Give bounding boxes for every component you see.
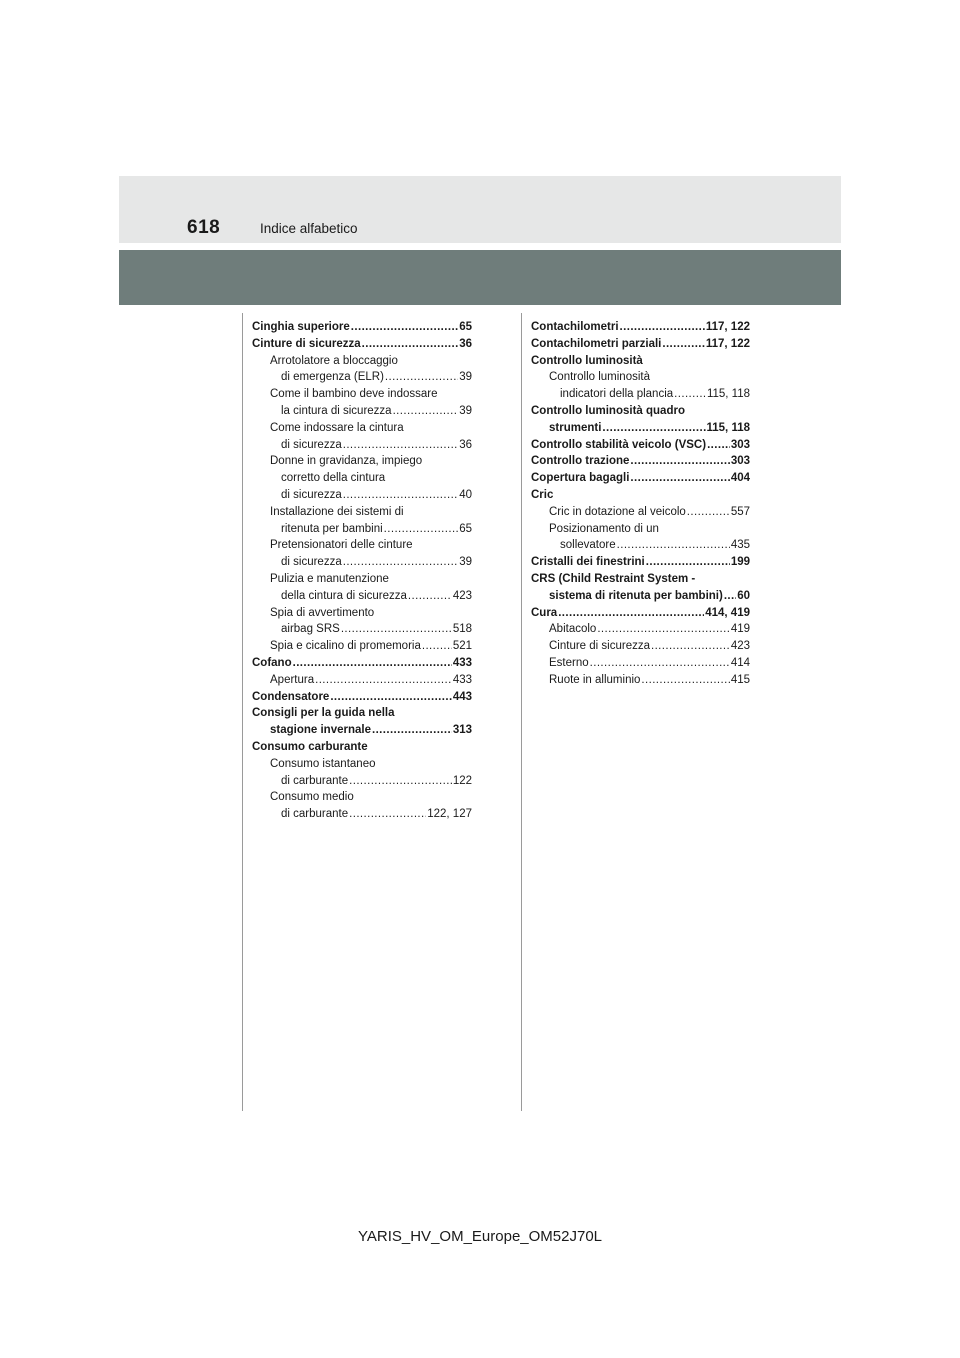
index-entry bbox=[252, 605, 472, 622]
index-entry-page: 117, 122 bbox=[705, 337, 750, 350]
index-entry-page: 115, 118 bbox=[706, 421, 750, 434]
index-entry bbox=[252, 773, 472, 790]
index-entry-term: corretto della cintura bbox=[281, 472, 386, 485]
index-entry bbox=[531, 537, 750, 554]
index-entry-term: strumenti bbox=[549, 421, 602, 434]
index-entry-page: 435 bbox=[730, 539, 750, 552]
index-entry-page: 65 bbox=[459, 321, 472, 333]
dot-leader bbox=[641, 672, 729, 689]
dot-leader bbox=[662, 336, 705, 353]
index-entry bbox=[252, 369, 472, 386]
index-entry bbox=[531, 571, 750, 588]
index-entry bbox=[252, 336, 472, 353]
dot-leader bbox=[341, 621, 452, 638]
index-entry-term: Ruote in alluminio bbox=[549, 673, 641, 686]
index-entry-page: 303 bbox=[730, 455, 750, 468]
index-entry-term: Consigli per la guida nella bbox=[252, 707, 395, 720]
index-entry-term: Cofano bbox=[252, 656, 292, 669]
index-entry-term: la cintura di sicurezza bbox=[281, 404, 392, 417]
index-entry-term: sollevatore bbox=[560, 539, 616, 552]
index-column-left bbox=[252, 319, 472, 823]
dot-leader bbox=[362, 336, 459, 353]
index-entry bbox=[531, 336, 750, 353]
dot-leader bbox=[343, 437, 458, 454]
index-entry-page: 60 bbox=[737, 589, 750, 602]
index-entry-page: 40 bbox=[459, 488, 472, 501]
dot-leader bbox=[349, 773, 452, 790]
index-entry bbox=[531, 453, 750, 470]
index-entry-term: Come indossare la cintura bbox=[270, 421, 404, 434]
index-entry-page: 557 bbox=[730, 505, 750, 518]
index-entry-term: Pulizia e manutenzione bbox=[270, 572, 389, 585]
column-rule-middle bbox=[521, 313, 522, 1111]
index-entry-page: 443 bbox=[452, 690, 472, 703]
index-entry-page: 199 bbox=[730, 556, 750, 569]
index-entry bbox=[252, 353, 472, 370]
index-entry-page: 433 bbox=[452, 673, 472, 686]
index-entry bbox=[252, 638, 472, 655]
dot-leader bbox=[315, 672, 452, 689]
dot-leader bbox=[646, 554, 730, 571]
index-entry bbox=[252, 789, 472, 806]
index-entry-page: 122 bbox=[452, 774, 472, 787]
index-entry-page: 122, 127 bbox=[427, 808, 472, 821]
index-entry-term: Abitacolo bbox=[549, 623, 597, 636]
index-entry-term: Arrotolatore a bloccaggio bbox=[270, 354, 398, 367]
index-entry-page: 419 bbox=[730, 623, 750, 636]
index-entry-term: di carburante bbox=[281, 808, 349, 821]
index-entry bbox=[252, 537, 472, 554]
index-entry bbox=[252, 487, 472, 504]
index-entry-term: Controllo stabilità veicolo (VSC) bbox=[531, 438, 707, 451]
dot-leader bbox=[707, 437, 730, 454]
dot-leader bbox=[422, 638, 452, 655]
index-entry-page: 404 bbox=[730, 472, 750, 485]
index-entry bbox=[531, 369, 750, 386]
index-entry bbox=[531, 470, 750, 487]
dot-leader bbox=[617, 537, 730, 554]
dot-leader bbox=[351, 319, 458, 336]
dot-leader bbox=[630, 453, 729, 470]
dot-leader bbox=[293, 655, 452, 672]
header-band bbox=[119, 176, 841, 243]
index-entry-page: 36 bbox=[459, 438, 472, 451]
index-entry-term: indicatori della plancia bbox=[560, 388, 674, 401]
dot-leader bbox=[674, 386, 706, 403]
index-entry-term: Cric in dotazione al veicolo bbox=[549, 505, 686, 518]
index-entry bbox=[531, 621, 750, 638]
dot-leader bbox=[393, 403, 459, 420]
index-entry bbox=[531, 437, 750, 454]
index-entry bbox=[252, 756, 472, 773]
index-entry bbox=[252, 588, 472, 605]
index-entry bbox=[252, 420, 472, 437]
dot-leader bbox=[558, 605, 704, 622]
index-entry-term: Cric bbox=[531, 488, 554, 501]
index-entry bbox=[252, 453, 472, 470]
index-entry-page: 39 bbox=[459, 556, 472, 569]
index-entry bbox=[252, 403, 472, 420]
index-entry-term: Controllo luminosità bbox=[549, 371, 650, 384]
index-entry-term: Contachilometri parziali bbox=[531, 337, 662, 350]
index-entry-term: Cristalli dei finestrini bbox=[531, 556, 645, 569]
index-entry bbox=[252, 806, 472, 823]
index-entry-term: stagione invernale bbox=[270, 724, 371, 737]
index-entry bbox=[531, 420, 750, 437]
index-entry-page: 423 bbox=[452, 589, 472, 602]
index-entry-page: 414, 419 bbox=[705, 606, 750, 619]
index-entry bbox=[252, 672, 472, 689]
dot-leader bbox=[384, 521, 459, 538]
dot-leader bbox=[343, 554, 458, 571]
index-entry-term: Controllo luminosità quadro bbox=[531, 404, 685, 417]
index-entry-term: Consumo istantaneo bbox=[270, 757, 376, 770]
index-entry bbox=[252, 386, 472, 403]
index-entry bbox=[252, 521, 472, 538]
index-entry-page: 423 bbox=[730, 640, 750, 653]
index-entry-term: sistema di ritenuta per bambini) bbox=[549, 589, 723, 602]
index-entry-page: 36 bbox=[459, 337, 472, 350]
index-entry-page: 415 bbox=[730, 673, 750, 686]
index-entry-term: Spia di avvertimento bbox=[270, 606, 375, 619]
index-entry-page: 39 bbox=[459, 404, 472, 417]
index-entry-term: Esterno bbox=[549, 656, 589, 669]
index-entry-term: Cinture di sicurezza bbox=[549, 640, 650, 653]
index-entry-term: Copertura bagagli bbox=[531, 472, 630, 485]
index-entry-term: Installazione dei sistemi di bbox=[270, 505, 404, 518]
index-entry bbox=[252, 437, 472, 454]
index-entry bbox=[252, 739, 472, 756]
dot-leader bbox=[602, 420, 705, 437]
index-entry-term: Condensatore bbox=[252, 690, 330, 703]
index-entry-term: Posizionamento di un bbox=[549, 522, 659, 535]
dot-leader bbox=[408, 588, 452, 605]
index-entry bbox=[531, 319, 750, 336]
index-entry-page: 433 bbox=[452, 656, 472, 669]
index-entry bbox=[531, 655, 750, 672]
dot-leader bbox=[349, 806, 426, 823]
index-entry-term: ritenuta per bambini bbox=[281, 522, 383, 535]
index-entry-term: Pretensionatori delle cinture bbox=[270, 539, 413, 552]
index-entry-term: Donne in gravidanza, impiego bbox=[270, 455, 423, 468]
index-entry-term: di carburante bbox=[281, 774, 349, 787]
dot-leader bbox=[620, 319, 705, 336]
index-entry bbox=[531, 386, 750, 403]
index-entry bbox=[252, 722, 472, 739]
index-entry-term: della cintura di sicurezza bbox=[281, 589, 407, 602]
index-entry-term: Consumo carburante bbox=[252, 740, 368, 753]
index-entry bbox=[252, 655, 472, 672]
dot-leader bbox=[330, 689, 451, 706]
index-entry bbox=[252, 571, 472, 588]
index-entry bbox=[531, 638, 750, 655]
dot-leader bbox=[590, 655, 730, 672]
index-entry-term: Controllo luminosità bbox=[531, 354, 643, 367]
index-entry-term: di sicurezza bbox=[281, 556, 342, 569]
index-entry bbox=[252, 705, 472, 722]
index-column-right bbox=[531, 319, 750, 689]
index-entry bbox=[531, 504, 750, 521]
index-entry bbox=[531, 521, 750, 538]
index-entry bbox=[252, 470, 472, 487]
page-number: 618 bbox=[187, 217, 221, 238]
index-entry-term: di sicurezza bbox=[281, 438, 342, 451]
document-code: YARIS_HV_OM_Europe_OM52J70L bbox=[357, 1228, 602, 1245]
index-entry bbox=[531, 353, 750, 370]
index-entry-term: Controllo trazione bbox=[531, 455, 630, 468]
index-entry-term: CRS (Child Restraint System - bbox=[531, 572, 696, 585]
dot-leader bbox=[630, 470, 729, 487]
index-entry bbox=[531, 487, 750, 504]
index-entry-page: 65 bbox=[459, 522, 472, 535]
index-entry-term: Contachilometri bbox=[531, 321, 619, 333]
index-entry bbox=[531, 588, 750, 605]
dot-leader bbox=[343, 487, 458, 504]
index-entry bbox=[252, 554, 472, 571]
index-entry-page: 303 bbox=[730, 438, 750, 451]
index-entry bbox=[252, 319, 472, 336]
index-entry bbox=[531, 605, 750, 622]
index-entry-page: 39 bbox=[459, 371, 472, 384]
section-title: Indice alfabetico bbox=[260, 221, 358, 236]
index-entry-page: 313 bbox=[452, 724, 472, 737]
index-entry-term: Cura bbox=[531, 606, 558, 619]
index-entry bbox=[252, 504, 472, 521]
index-entry-term: Come il bambino deve indossare bbox=[270, 388, 438, 401]
index-entry-term: Spia e cicalino di promemoria bbox=[270, 640, 421, 653]
index-entry bbox=[531, 403, 750, 420]
index-entry bbox=[252, 689, 472, 706]
index-entry-term: Cinture di sicurezza bbox=[252, 337, 361, 350]
header-divider-band bbox=[119, 250, 841, 305]
index-entry-page: 521 bbox=[452, 640, 472, 653]
index-entry bbox=[531, 672, 750, 689]
index-entry-term: Cinghia superiore bbox=[252, 321, 350, 333]
index-entry bbox=[252, 621, 472, 638]
dot-leader bbox=[597, 621, 730, 638]
dot-leader bbox=[385, 369, 458, 386]
index-entry-page: 518 bbox=[452, 623, 472, 636]
index-entry-term: di sicurezza bbox=[281, 488, 342, 501]
column-rule-left bbox=[242, 313, 243, 1111]
index-entry-page: 117, 122 bbox=[705, 321, 750, 333]
dot-leader bbox=[651, 638, 730, 655]
index-entry-term: airbag SRS bbox=[281, 623, 340, 636]
index-entry-term: di emergenza (ELR) bbox=[281, 371, 384, 384]
index-entry bbox=[531, 554, 750, 571]
index-entry-page: 414 bbox=[730, 656, 750, 669]
dot-leader bbox=[724, 588, 736, 605]
dot-leader bbox=[687, 504, 730, 521]
dot-leader bbox=[372, 722, 452, 739]
index-entry-term: Consumo medio bbox=[270, 791, 354, 804]
index-entry-page: 115, 118 bbox=[706, 388, 750, 401]
index-entry-term: Apertura bbox=[270, 673, 315, 686]
